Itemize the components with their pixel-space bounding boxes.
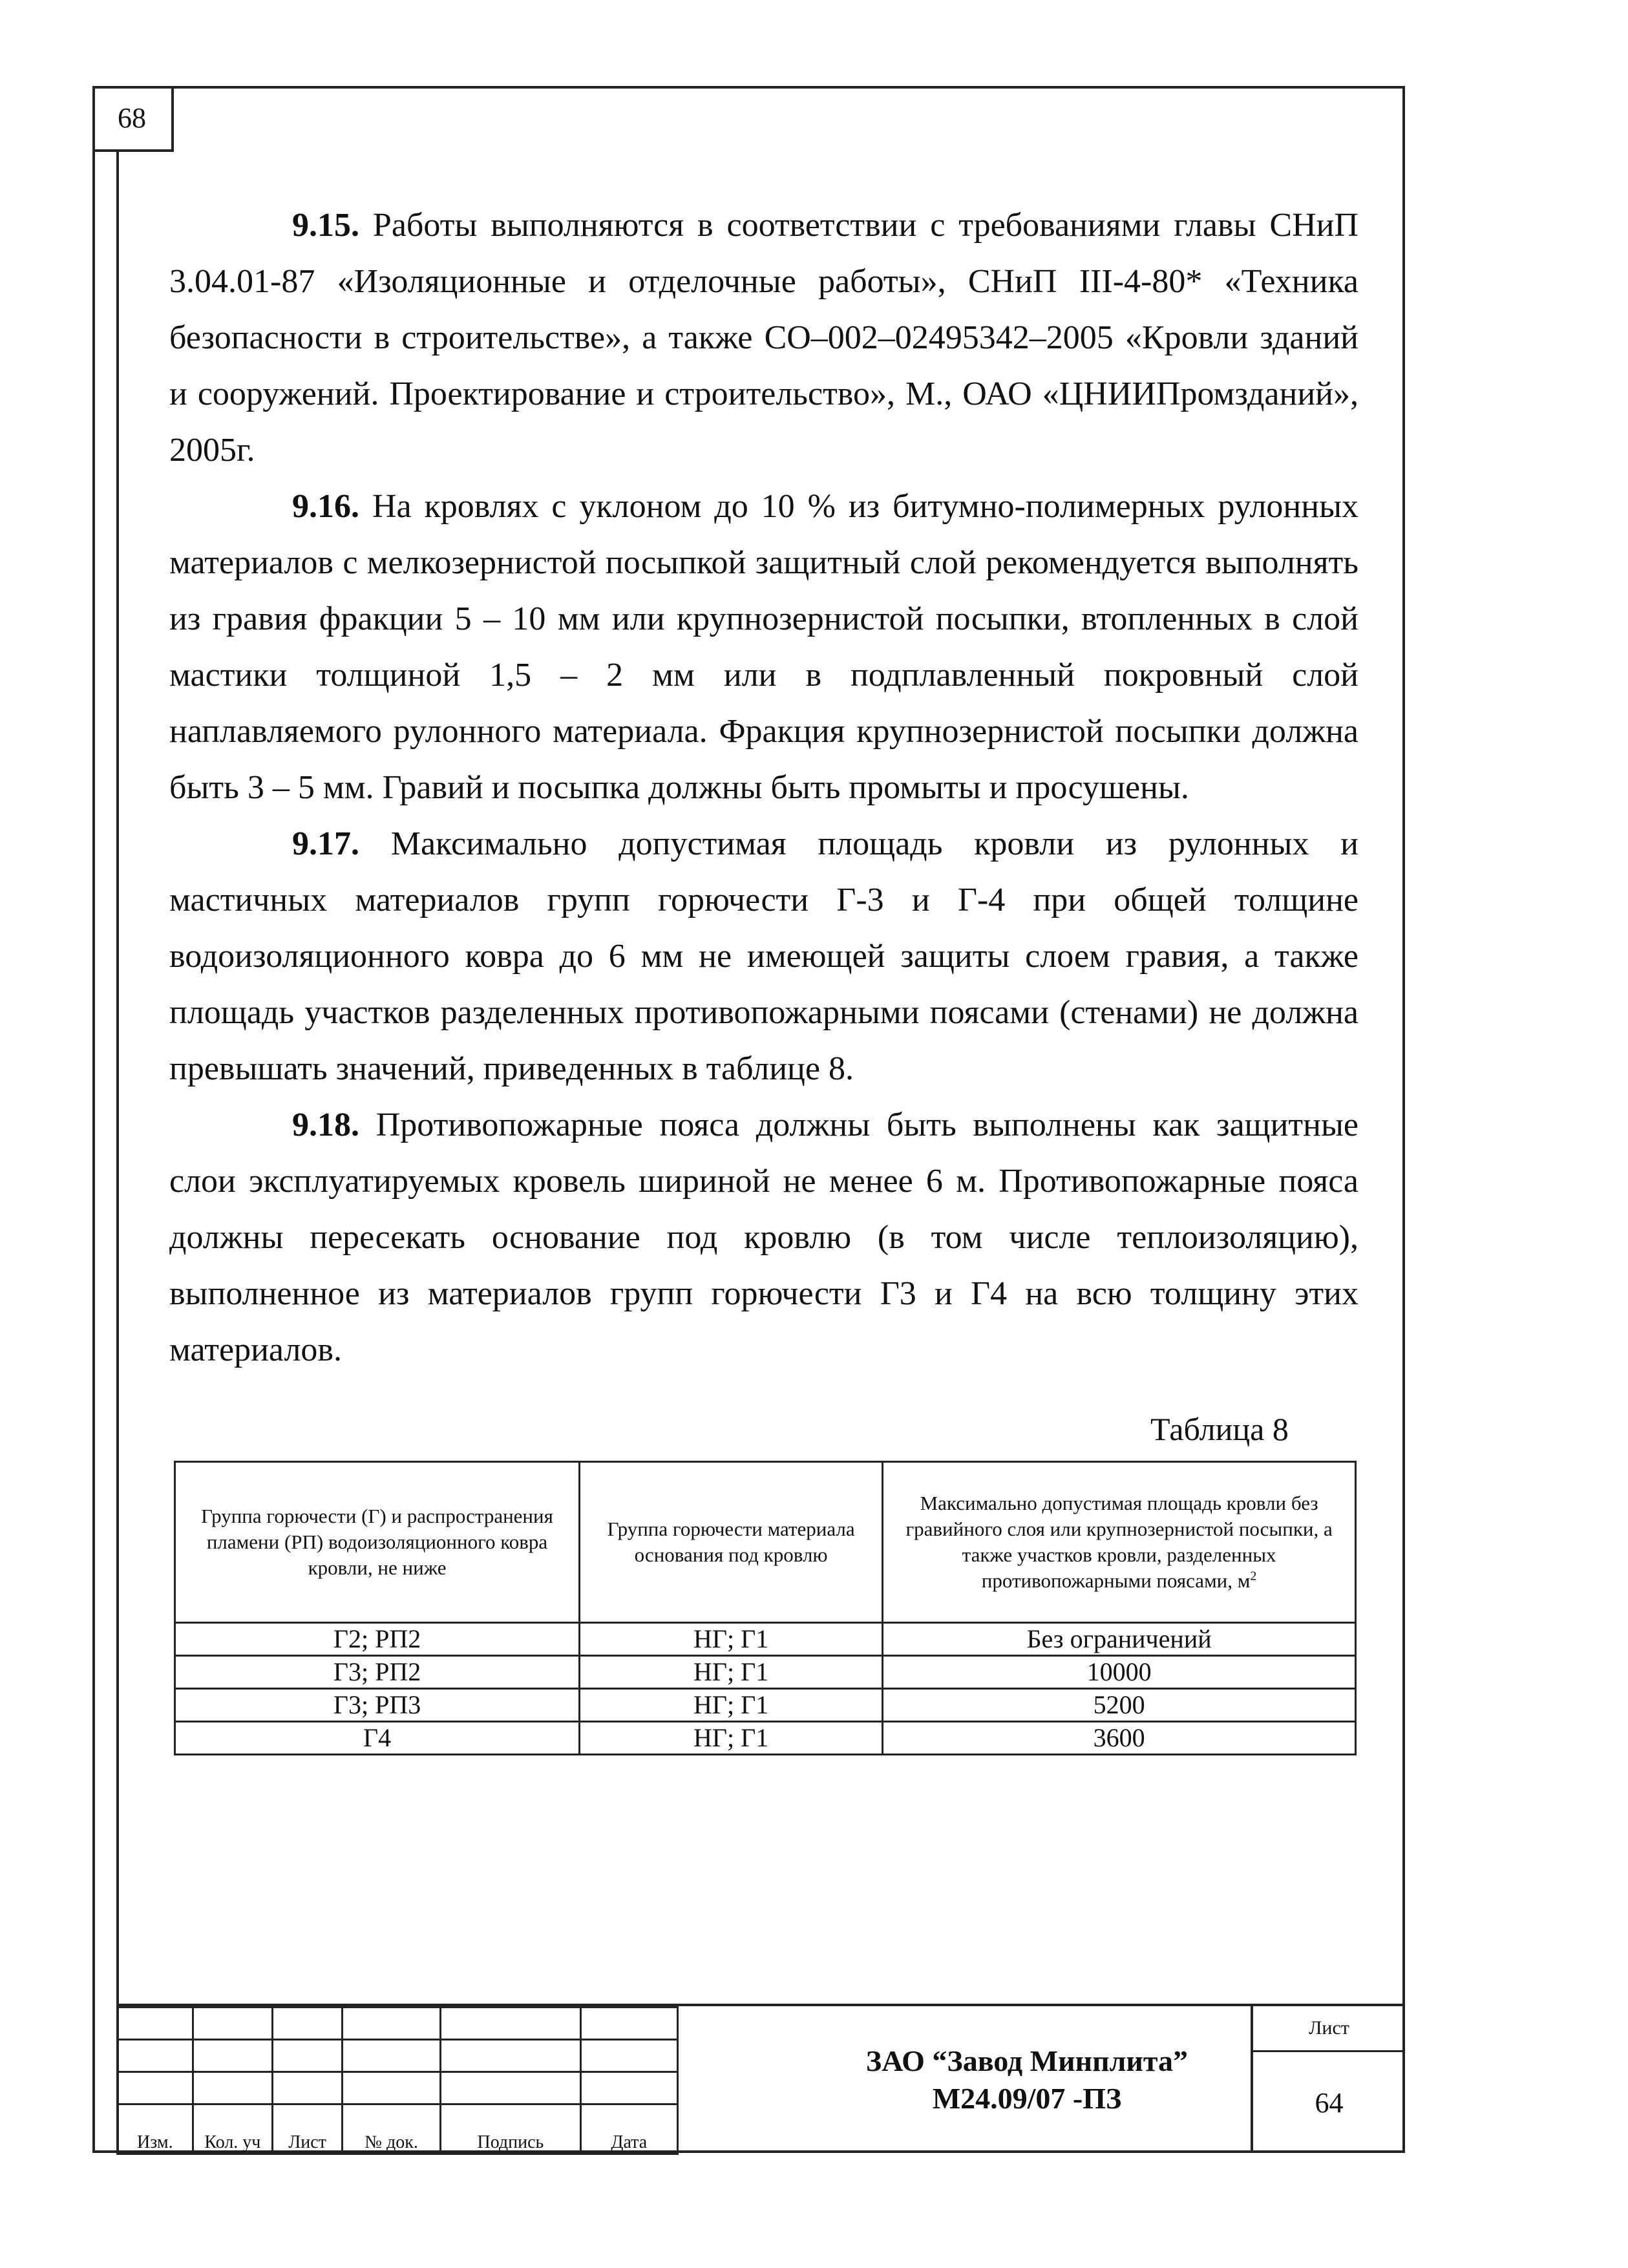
cell-roof-group: Г2; РП2 (175, 1623, 580, 1656)
cell-base-group: НГ; Г1 (580, 1689, 883, 1722)
cell-base-group: НГ; Г1 (580, 1722, 883, 1755)
document-code: М24.09/07 -ПЗ (932, 2081, 1122, 2115)
paragraph-9-17 (169, 816, 1358, 1097)
page-number: 68 (92, 86, 174, 152)
cell-max-area: 5200 (883, 1689, 1356, 1722)
company-name: ЗАО “Завод Минплита” (865, 2044, 1189, 2077)
cell-base-group: НГ; Г1 (580, 1623, 883, 1656)
col-date: Дата (580, 2104, 677, 2154)
paragraph-number: 9.16. (292, 488, 359, 525)
col-sheet: Лист (273, 2104, 343, 2154)
table-row (175, 1656, 1356, 1689)
paragraph-9-15 (169, 197, 1358, 478)
cell-roof-group: Г3; РП2 (175, 1656, 580, 1689)
cell-base-group: НГ; Г1 (580, 1656, 883, 1689)
sheet-number: 64 (1315, 2086, 1344, 2119)
col-doc-no: № док. (342, 2104, 440, 2154)
header-base-group: Группа горючести материала основания под кровлю (580, 1462, 883, 1623)
table-header-row (175, 1462, 1356, 1623)
body-text (169, 197, 1358, 1378)
paragraph-9-18 (169, 1097, 1358, 1378)
unit-superscript: 2 (1250, 1569, 1257, 1584)
fire-area-table (174, 1461, 1357, 1755)
col-signature: Подпись (441, 2104, 580, 2154)
col-change: Изм. (118, 2104, 193, 2154)
revision-header-row (118, 2104, 678, 2154)
paragraph-number: 9.15. (292, 207, 359, 244)
binding-line (116, 152, 119, 2153)
title-block (116, 2004, 1405, 2153)
paragraph-text: Работы выполняются в соответствии с требованиями главы СНиП 3.04.01-87 «Изоляционные и отделочные работы», СНиП III-4-80* «Техника безопасности в строительстве», а также СО–002–02495342–2005 «Кровли зданий и сооружений. Проектирование и строительство», М., ОАО «ЦНИИПромзданий», 2005г. (169, 207, 1359, 469)
cell-max-area: 3600 (883, 1722, 1356, 1755)
paragraph-9-16 (169, 478, 1358, 816)
col-qty: Кол. уч (193, 2104, 273, 2154)
paragraph-text: Максимально допустимая площадь кровли из рулонных и мастичных материалов групп горючести Г-3 и Г-4 при общей толщине водоизоляционного ковра до 6 мм не имеющей защиты слоем гравия, а также площадь участков разделенных противопожарными поясами (стенами) не должна превышать значений, приведенных в таблице 8. (169, 825, 1358, 1087)
table-row (175, 1689, 1356, 1722)
sheet-label: Лист (1253, 2006, 1405, 2052)
revision-grid (116, 2006, 679, 2155)
cell-roof-group: Г4 (175, 1722, 580, 1755)
table-row (175, 1623, 1356, 1656)
cell-roof-group: Г3; РП3 (175, 1689, 580, 1722)
paragraph-text: На кровлях с уклоном до 10 % из битумно-полимерных рулонных материалов с мелкозернистой посыпкой защитный слой рекомендуется выполнять из гравия фракции 5 – 10 мм или крупнозернистой посыпки, втопленных в слой мастики толщиной 1,5 – 2 мм или в подплавленный покровный слой наплавляемого рулонного материала. Фракция крупнозернистой посыпки должна быть 3 – 5 мм. Гравий и посыпка должны быть промыты и просушены. (169, 488, 1359, 806)
table-caption: Таблица 8 (1150, 1411, 1289, 1447)
paragraph-number: 9.18. (292, 1107, 359, 1143)
cell-max-area: Без ограничений (883, 1623, 1356, 1656)
sheet-box (1251, 2006, 1405, 2153)
paragraph-number: 9.17. (292, 825, 359, 862)
header-roof-group: Группа горючести (Г) и распространения пламени (РП) водоизоляционного ковра кровли, не ниже (175, 1462, 580, 1623)
cell-max-area: 10000 (883, 1656, 1356, 1689)
header-max-area (883, 1462, 1356, 1623)
table-row (175, 1722, 1356, 1755)
paragraph-text: Противопожарные пояса должны быть выполнены как защитные слои эксплуатируемых кровель шириной не менее 6 м. Противопожарные пояса должны пересекать основание под кровлю (в том числе теплоизоляцию), выполненное из материалов групп горючести Г3 и Г4 на всю толщину этих материалов. (169, 1107, 1358, 1368)
header-max-area-text: Максимально допустимая площадь кровли без гравийного слоя или крупнозернистой посыпки, а также участков кровли, разделенных противопожарными поясами, м (905, 1492, 1333, 1592)
